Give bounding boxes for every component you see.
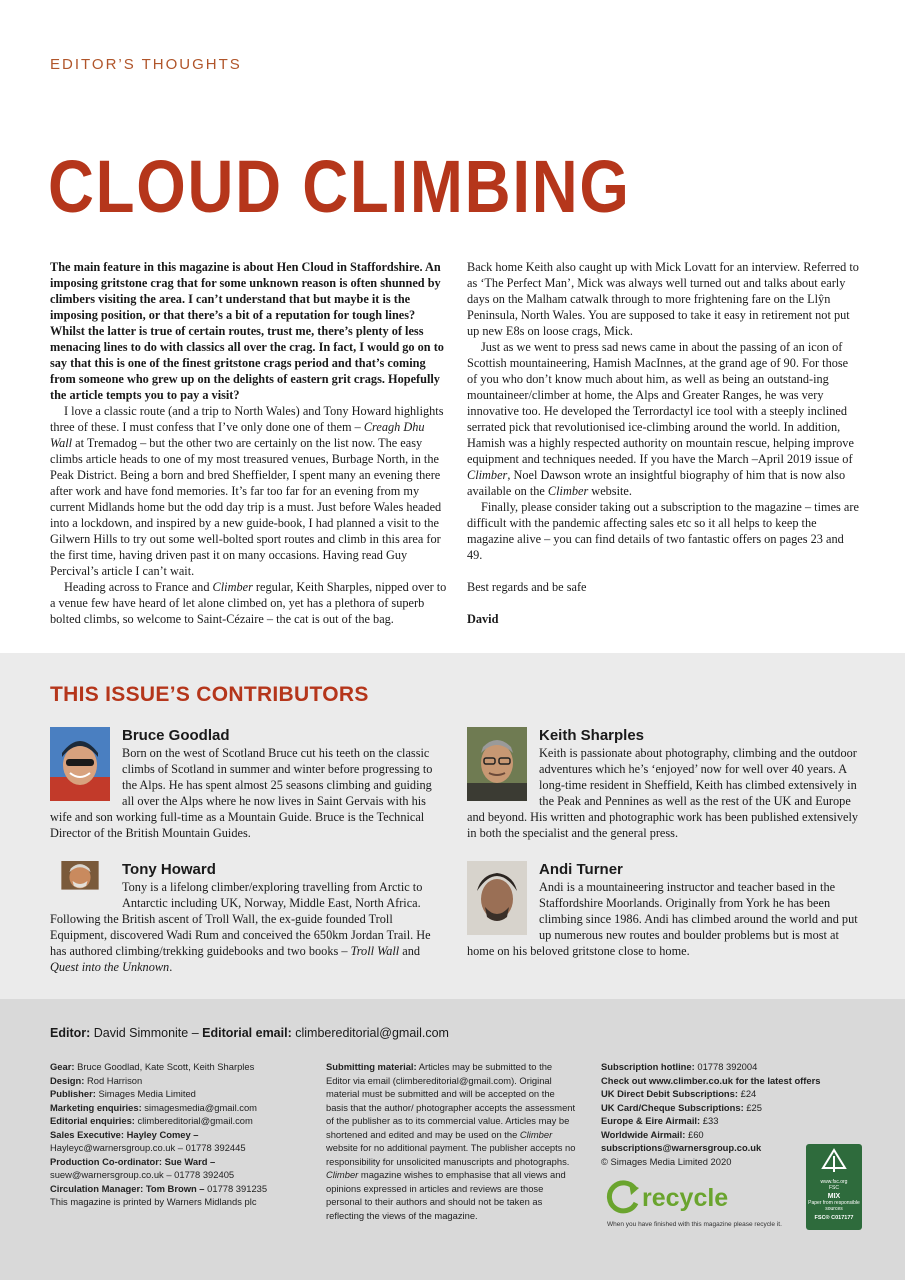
subscription-line: Worldwide Airmail: £60: [601, 1128, 704, 1140]
article-paragraph: I love a classic route (and a trip to North Wales) and Tony Howard highlights three of these. I must confess that I’ve only done one of them – Creagh Dhu Wall at Tremadog – but the other two are certainly on the list now. The easy climbs article heads to one of my most treasured venues, Burbage North, in the Peak District. Being a born and bred Sheffielder, I spent many an evening there after work and have fond memories. It’s far too far for an evening from my current Midlands home but the odd day trip is a must. Just before Wales headed into a lockdown, and inspired by a new guide-book, I had planned a visit to the Gilwern Hills to try out some well-bolted sport routes and climb in this area for the first time, having driven past it on many occasions. Having read Guy Percival’s article I can’t wait.: [50, 404, 444, 578]
credit-line: This magazine is printed by Warners Midlands plc: [50, 1196, 257, 1207]
credit-line: suew@warnersgroup.co.uk – 01778 392405: [50, 1169, 235, 1180]
subscription-line: UK Direct Debit Subscriptions: £24: [601, 1088, 757, 1099]
contributor-andi-turner: [467, 861, 859, 959]
article-paragraph: Just as we went to press sad news came in about the passing of an icon of Scottish mountaineering, Hamish MacInnes, at the grand age of 90. For those of you who don’t know much about him, as well as being an outstand-ing mountaineer/climber at home, the Alps and Greater Ranges, he was very innovative too. He developed the Terrordactyl ice tool with a steeply inclined serrated pick that revolutionised ice-climbing around the world. In addition, Hamish was a highly respected authority on mountain rescue, helping improve equipment and techniques needed. If you have the March –April 2019 issue of Climber, Noel Dawson wrote an insightful biography of him that is now also available on the Climber website.: [467, 340, 854, 498]
page-title: CLOUD CLIMBING: [48, 145, 631, 228]
credits-column: [50, 1060, 300, 1209]
subscription-line: © Simages Media Limited 2020: [601, 1155, 732, 1167]
contributors-heading: THIS ISSUE’S CONTRIBUTORS: [50, 683, 369, 706]
article-paragraph: Finally, please consider taking out a subscription to the magazine – times are difficult with the pandemic affecting sales etc so it all helps to keep the magazine alive – you can find details of two fantastic offers on pages 23 and 49.: [467, 500, 859, 562]
bruce-goodlad-photo: [50, 727, 110, 801]
credit-line: Circulation Manager: Tom Brown – 01778 391235: [50, 1182, 268, 1194]
subscription-line: UK Card/Cheque Subscriptions: £25: [601, 1101, 762, 1113]
masthead-footer: [0, 999, 905, 1280]
contributor-keith-sharples: [467, 727, 859, 841]
credit-line: Design: Rod Harrison: [50, 1074, 143, 1086]
contributor-bruce-goodlad: [50, 727, 442, 841]
recycle-icon: [605, 1179, 641, 1215]
contributor-bio: Keith is passionate about photography, climbing and the outdoor adventures which he’s ‘enjoyed’ now for well over 40 years. A long-time resident in Sheffield, Keith has climbed extensively in the Peak and Pennines as well as the rest of the UK and Europe and beyond. His written and photographic work has been published extensively in both the specialist and the general press.: [467, 746, 859, 840]
fsc-mix: MIX: [827, 1193, 841, 1200]
fsc-code: FSC® C017177: [814, 1215, 854, 1221]
andi-turner-photo: [467, 861, 527, 935]
recycle-word: recycle: [642, 1184, 729, 1212]
contributor-tony-howard: [50, 861, 442, 975]
subscription-line: Europe & Eire Airmail: £33: [601, 1115, 719, 1126]
sign-off: Best regards and be safe: [467, 580, 587, 594]
contributor-name: Andi Turner: [539, 861, 623, 878]
contributors-section: [0, 653, 905, 999]
contributor-bio: Tony is a lifelong climber/exploring travelling from Arctic to Antarctic including UK, Norway, Middle East, North Africa. Following the British ascent of Troll Wall, the ex-guide founded Troll Equipment, discovered Wadi Rum and conceived the 650km Jordan Trail. He has authored climbing/trekking guidebooks and two books – Troll Wall and Quest into the Unknown.: [50, 880, 431, 974]
credit-line: Gear: Bruce Goodlad, Kate Scott, Keith Sharples: [50, 1061, 255, 1072]
contributor-name: Keith Sharples: [539, 727, 645, 744]
lead-paragraph: The main feature in this magazine is about Hen Cloud in Staffordshire. An imposing gritstone crag that for some unknown reason is often shunned by climbers visiting the area. I can’t understand that but maybe it is the imposing position, or that there’s a bit of a reputation for tough lines? Whilst the latter is true of certain routes, trust me, there’s plenty of less menacing lines to do with classics all over the crag. In fact, I would go on to say that this is one of the finest gritstone crags period and that’s coming from someone who grew up on the delights of eastern grit crags. Hopefully the article tempts you to pay a visit?: [50, 260, 444, 402]
recycle-logo: [605, 1179, 782, 1228]
contributor-name: Tony Howard: [122, 861, 216, 878]
subscription-line: Subscription hotline: 01778 392004: [601, 1061, 758, 1072]
contributor-name: Bruce Goodlad: [122, 727, 230, 744]
submitting-column: Submitting material: Articles may be submitted to the Editor via email (climbereditorial@gmail.com). Original material must be submitted and will be accepted on the basis that the author/ photographer accepts the assessment of the publisher as to its commercial value. Articles may be shortened and edited and may be used on the Climber website for no additional payment. The publisher accepts no responsibility for unsolicited manuscripts and photographs. Climber magazine wishes to emphasise that all views and opinions expressed in articles and reviews are those personal to their authors and should not be taken as reflecting the views of the magazine.: [326, 1061, 576, 1221]
credit-line: Production Co-ordinator: Sue Ward –: [50, 1155, 216, 1167]
credit-line: Sales Executive: Hayley Comey –: [50, 1128, 199, 1140]
contributor-bio: Born on the west of Scotland Bruce cut his teeth on the classic climbs of Scotland in summer and winter before progressing to the Alps. He has spent almost 25 seasons climbing and guiding all over the Alps where he now lives in Saint Gervais with his wife and son working full-time as a Mountain Guide. Bruce is the Technical Director of the British Mountain Guides.: [50, 746, 433, 840]
fsc-badge: [806, 1144, 862, 1230]
fsc-tree-icon: [819, 1148, 849, 1174]
credit-line: Hayleyc@warnersgroup.co.uk – 01778 392445: [50, 1142, 246, 1153]
tony-howard-photo: [50, 861, 110, 907]
fsc-logo-text: FSC: [829, 1185, 839, 1191]
credit-line: Publisher: Simages Media Limited: [50, 1088, 196, 1099]
fsc-url: www.fsc.org: [820, 1179, 848, 1185]
recycle-note: When you have finished with this magazine please recycle it.: [607, 1221, 782, 1228]
article-column-left: [50, 259, 448, 627]
contributor-bio: Andi is a mountaineering instructor and teacher based in the Staffordshire Moorlands. Originally from York he has been climbing since 1986. Andi has climbed around the world and put up numerous new routes and boulder problems but is most at home on his beloved gritstone close to home.: [467, 880, 858, 958]
subscription-line: subscriptions@warnersgroup.co.uk: [601, 1142, 762, 1153]
keith-sharples-photo: [467, 727, 527, 801]
credit-line: Editorial enquiries: climbereditorial@gmail.com: [50, 1115, 253, 1126]
fsc-paper: Paper from responsible sources: [808, 1200, 860, 1212]
section-kicker: EDITOR’S THOUGHTS: [50, 56, 242, 73]
subscription-line: Check out www.climber.co.uk for the latest offers: [601, 1074, 821, 1086]
article-paragraph: Heading across to France and Climber regular, Keith Sharples, nipped over to a venue few have heard of let alone climbed on, yet has a plethora of superb bolted climbs, so welcome to Saint-Cézaire – the cat is out of the bag.: [50, 580, 447, 626]
signature-name: David: [467, 612, 499, 626]
editor-line: Editor: David Simmonite – Editorial email: climbereditorial@gmail.com: [50, 1026, 449, 1040]
article-paragraph: Back home Keith also caught up with Mick Lovatt for an interview. Referred to as ‘The Perfect Man’, Mick was always well turned out and talks about early days on the Malham catwalk through to more frightening fare on the Llŷn Peninsula, North Wales. You are supposed to take it easy in retirement not put up new E8s on loose crags, Mick.: [467, 260, 859, 338]
article-column-right: [467, 259, 859, 627]
credit-line: Marketing enquiries: simagesmedia@gmail.com: [50, 1101, 257, 1113]
